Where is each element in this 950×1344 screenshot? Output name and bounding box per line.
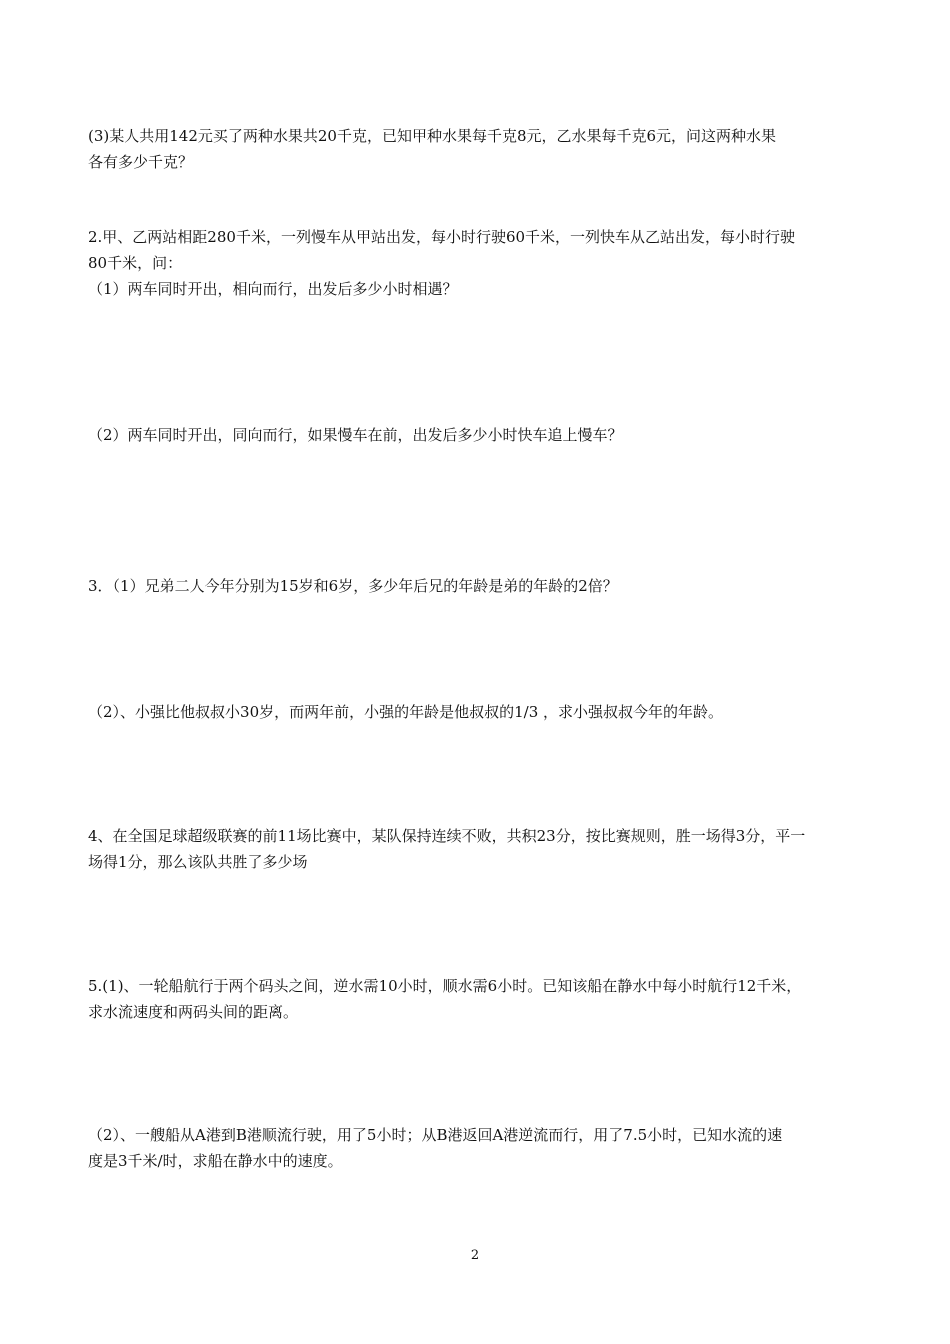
question-line: 3．（1）兄弟二人今年分别为15岁和6岁，多少年后兄的年龄是弟的年龄的2倍？ [88,577,618,595]
question-3-1 [88,573,864,599]
question-5-2 [88,1122,864,1174]
question-3-2 [88,699,864,725]
question-line: 5.(1)、一轮船航行于两个码头之间，逆水需10小时，顺水需6小时。已知该船在静水中每小时航行12千米， [88,977,802,995]
question-line: 度是3千米/时，求船在静水中的速度。 [88,1152,343,1170]
question-line: (3)某人共用142元买了两种水果共20千克，已知甲种水果每千克8元，乙水果每千克6元，问这两种水果 [88,127,777,145]
question-line: （1）两车同时开出，相向而行，出发后多少小时相遇？ [88,280,458,298]
question-2-2 [88,422,864,448]
question-line: 2.甲、乙两站相距280千米，一列慢车从甲站出发，每小时行驶60千米，一列快车从乙站出发，每小时行驶 [88,228,796,246]
question-line: 求水流速度和两码头间的距离。 [88,1003,299,1021]
question-5-1 [88,973,864,1025]
question-4 [88,823,864,875]
question-line: 80千米，问： [88,254,183,272]
page-number: 2 [470,1248,480,1263]
question-line: （2）两车同时开出，同向而行，如果慢车在前，出发后多少小时快车追上慢车？ [88,426,623,444]
question-2 [88,224,864,302]
question-line: （2）、小强比他叔叔小30岁，而两年前，小强的年龄是他叔叔的1/3 ，求小强叔叔今年的年龄。 [88,703,724,721]
question-line: 场得1分，那么该队共胜了多少场 [88,853,308,871]
question-line: 各有多少千克？ [88,153,194,171]
question-1-3 [88,123,864,175]
question-line: 4、在全国足球超级联赛的前11场比赛中，某队保持连续不败，共积23分，按比赛规则，胜一场得3分，平一 [88,827,806,845]
question-line: （2）、一艘船从A港到B港顺流行驶，用了5小时；从B港返回A港逆流而行，用了7.5小时，已知水流的速 [88,1126,783,1144]
